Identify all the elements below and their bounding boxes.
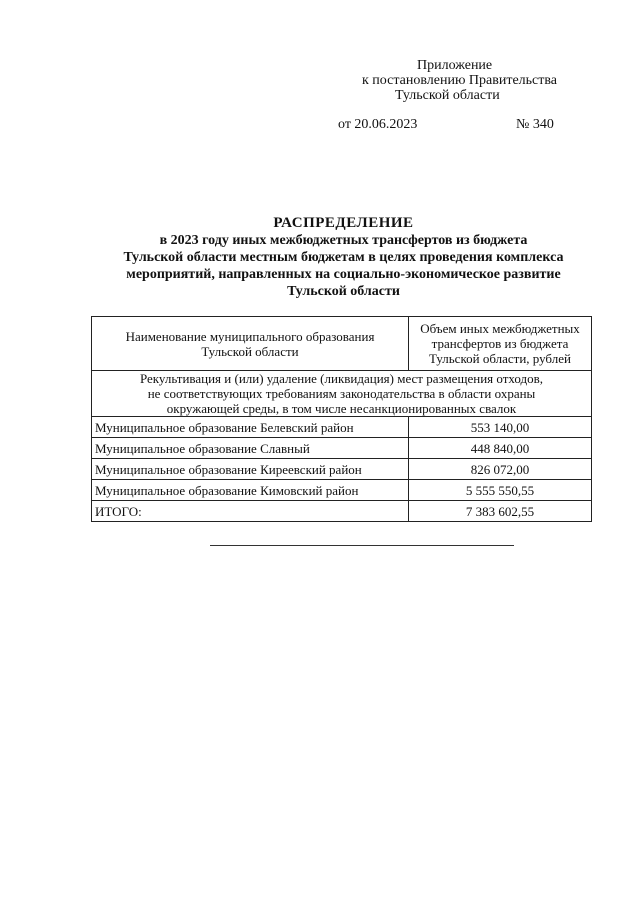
title-line-3: мероприятий, направленных на социально-экономическое развитие (126, 267, 561, 282)
appendix-line-2: к постановлению Правительства (362, 73, 558, 88)
title-line-2: Тульской области местным бюджетам в целях проведения комплекса (123, 250, 564, 265)
title-main: РАСПРЕДЕЛЕНИЕ (273, 215, 414, 231)
municipality-name: Муниципальное образование Кимовский район (92, 480, 409, 501)
header-volume-line-2: трансфертов из бюджета (431, 336, 569, 351)
closing-rule (210, 545, 514, 546)
distribution-table (91, 316, 592, 522)
title-line-1: в 2023 году иных межбюджетных трансфертов из бюджета (159, 233, 528, 248)
header-municipality-line-1: Наименование муниципального образования (125, 328, 375, 344)
section-title (92, 371, 592, 417)
section-line-3: окружающей среды, в том числе несанкционированных свалок (166, 401, 517, 416)
resolution-number: № 340 (516, 117, 554, 132)
header-volume-line-1: Объем иных межбюджетных (420, 321, 580, 336)
transfer-amount: 826 072,00 (409, 459, 592, 480)
transfer-amount: 5 555 550,55 (409, 480, 592, 501)
appendix-line-1: Приложение (417, 58, 493, 73)
header-volume-line-3: Тульской области, рублей (429, 351, 571, 366)
document-title (95, 215, 592, 300)
total-row (92, 501, 592, 522)
table-row (92, 438, 592, 459)
total-label: ИТОГО: (92, 501, 409, 522)
table-row (92, 417, 592, 438)
municipality-name: Муниципальное образование Киреевский район (92, 459, 409, 480)
transfer-amount: 553 140,00 (409, 417, 592, 438)
title-line-4: Тульской области (287, 284, 400, 299)
appendix-block (330, 58, 590, 103)
municipality-name: Муниципальное образование Белевский район (92, 417, 409, 438)
table-header-row (92, 317, 592, 371)
resolution-date: от 20.06.2023 (338, 117, 418, 132)
header-volume (409, 317, 592, 371)
section-line-1: Рекультивация и (или) удаление (ликвидация) мест размещения отходов, (139, 371, 544, 386)
section-line-2: не соответствующих требованиям законодательства в области охраны (147, 386, 536, 401)
municipality-name: Муниципальное образование Славный (92, 438, 409, 459)
header-municipality (92, 317, 409, 371)
table-row (92, 459, 592, 480)
header-municipality-line-2: Тульской области (201, 343, 299, 359)
total-amount: 7 383 602,55 (409, 501, 592, 522)
table-row (92, 480, 592, 501)
transfer-amount: 448 840,00 (409, 438, 592, 459)
appendix-line-3: Тульской области (395, 88, 500, 103)
section-row (92, 371, 592, 417)
